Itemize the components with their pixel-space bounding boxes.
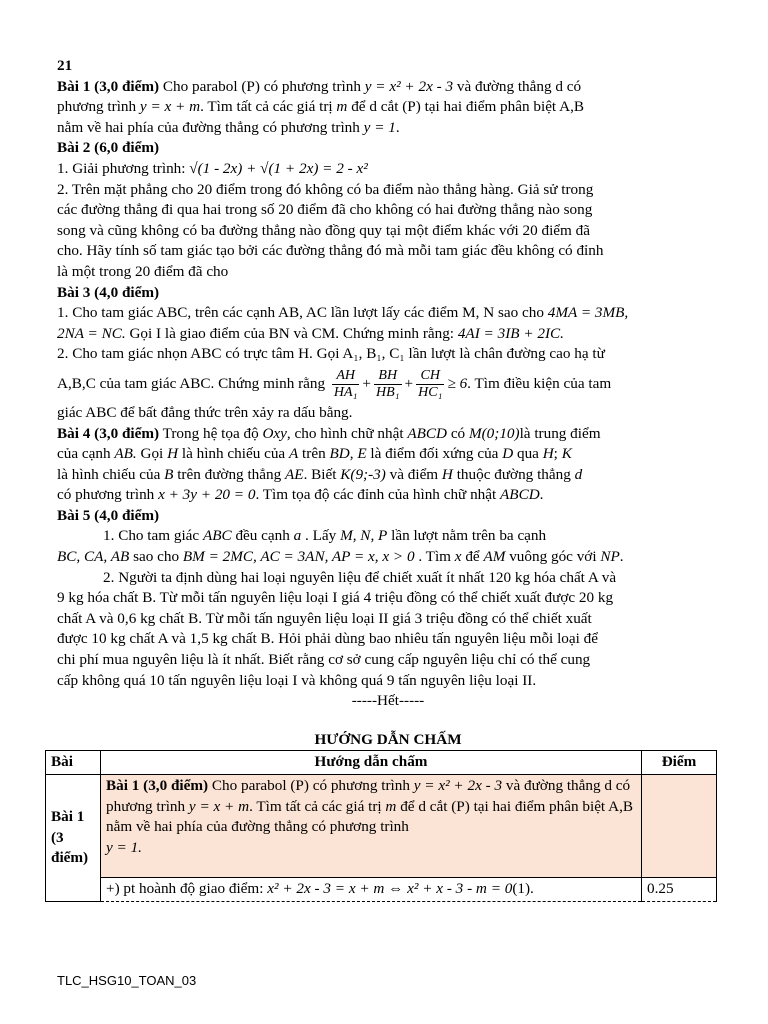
frac-den: HB₁ — [376, 384, 400, 400]
bai4-abcd: ABCD — [407, 424, 448, 442]
bai5-q2-line: cấp không quá 10 tấn nguyên liệu loại I và không quá 9 tấn nguyên liệu loại II. — [57, 671, 537, 689]
bai2-q1 — [57, 159, 719, 180]
bai4-point-k: K(9;-3) — [340, 465, 386, 483]
bai5-q1 — [57, 526, 719, 547]
bai5-q2-line: 9 kg hóa chất B. Từ mỗi tấn nguyên liệu loại I giá 4 triệu đồng có thể chiết xuất được 20 kg — [57, 589, 614, 607]
bai4-text: . Tìm tọa độ các đỉnh của hình chữ nhật — [255, 486, 501, 504]
bai5-text: lần lượt nằm trên ba cạnh — [387, 527, 547, 545]
bai4-line-eq: x + 3y + 20 = 0 — [158, 486, 256, 504]
bai4-abcd: ABCD — [500, 486, 540, 504]
bai4-d: D — [502, 445, 514, 463]
bai1-m: m — [336, 98, 348, 116]
bai5-np: NP — [600, 548, 620, 566]
bai2-q1-equation: √(1 - 2x) + √(1 + 2x) = 2 - x² — [189, 159, 368, 177]
bai1-text: nằm về hai phía của đường thẳng có phương trình — [57, 118, 364, 136]
fraction-bh-hb1 — [374, 368, 402, 401]
bai5-q2-line: chất A và 0,6 kg chất B. Từ mỗi tấn nguyên liệu loại II giá 3 triệu đồng có thể chiết xuất — [57, 609, 592, 627]
table-row — [46, 878, 717, 902]
bai3-q1-text: Gọi I là giao điểm của BN và CM. Chứng minh rằng: — [125, 324, 458, 342]
fraction-ah-ha1 — [332, 368, 360, 401]
guide-eq: y = x² + 2x - 3 — [413, 777, 503, 794]
guide-score-empty — [642, 775, 717, 878]
bai4-text: thuộc đường thẳng — [452, 465, 575, 483]
guide-title: HƯỚNG DẪN CHẤM — [314, 730, 462, 748]
bai3-q2-cont: giác ABC để bất đẳng thức trên xảy ra dấu bằng. — [57, 403, 353, 421]
bai2-q2 — [57, 180, 719, 283]
bai4-text: là hình chiếu của — [178, 445, 289, 463]
col-header-huong-dan: Hướng dẫn chấm — [101, 751, 642, 775]
bai3-q2 — [57, 344, 719, 365]
bai5-sides: BC, CA, AB — [57, 548, 130, 566]
bai4-text: và điểm — [385, 465, 442, 483]
bai4-paragraph — [57, 424, 719, 506]
bai4-heading: Bài 4 (3,0 điểm) — [57, 424, 160, 442]
frac-den: HC₁ — [418, 384, 443, 400]
bai4-text: có — [447, 424, 469, 442]
col-header-bai: Bài — [46, 751, 101, 775]
bai5-x: x — [454, 548, 462, 566]
bai1-text: để d cắt (P) tại hai điểm phân biệt A,B — [347, 98, 585, 116]
end-marker: -----Hết----- — [351, 692, 425, 710]
bai4-ae: AE — [285, 465, 304, 483]
frac-num: AH — [332, 368, 360, 385]
bai2-q2-line: cho. Hãy tính số tam giác tạo bởi các đường thẳng đó mà mỗi tam giác đều không có đỉnh — [57, 242, 604, 260]
bai5-mnp: M, N, P — [340, 527, 388, 545]
bai4-text: qua — [513, 445, 543, 463]
guide-m: m — [385, 797, 397, 815]
bai4-text: có phương trình — [57, 486, 159, 504]
bai5-q2-line: 2. Người ta định dùng hai loại nguyên liệu để chiết xuất ít nhất 120 kg hóa chất A và — [103, 568, 617, 586]
bai4-text: là trung điểm — [519, 424, 601, 442]
bai2-q2-line: là một trong 20 điểm đã cho — [57, 262, 229, 280]
col-header-diem: Điểm — [642, 751, 717, 775]
bai4-text: . — [539, 486, 544, 504]
bai5-text: đều cạnh — [231, 527, 294, 545]
bai2-q1-text: 1. Giải phương trình: — [57, 159, 190, 177]
bai4-e: E — [357, 445, 367, 463]
footer-code: TLC_HSG10_TOAN_03 — [57, 973, 197, 988]
bai5-text: . Tìm — [414, 548, 455, 566]
bai4-h: H — [542, 445, 554, 463]
bai5-abc: ABC — [202, 527, 232, 545]
guide-problem-statement — [101, 775, 642, 878]
bai3-q1-eq2: 2NA = NC. — [57, 324, 126, 342]
frac-num: CH — [416, 368, 444, 385]
bai4-ab: AB. — [114, 445, 137, 463]
bai5-text: vuông góc với — [505, 548, 601, 566]
bai2-q2-line: các đường thẳng đi qua hai trong số 20 điểm đã cho không có hai đường thẳng nào song — [57, 201, 593, 219]
bai3-q2-ge: ≥ 6 — [447, 374, 468, 392]
bai4-point-m: M(0;10) — [468, 424, 520, 442]
table-header-row — [46, 751, 717, 775]
bai4-text: , — [349, 445, 358, 463]
bai5-am: AM — [483, 548, 506, 566]
bai4-h: H — [167, 445, 179, 463]
row-label-bai1: Bài 1 (3 điểm) — [46, 775, 101, 902]
bai5-text: 1. Cho tam giác — [103, 527, 203, 545]
bai5-q1-cont — [57, 547, 719, 568]
bai1-parabola-eq: y = x² + 2x - 3 — [364, 77, 454, 95]
bai4-h: H — [441, 465, 453, 483]
bai4-text: là điểm đối xứng của — [366, 445, 503, 463]
guide-eq: y = 1. — [106, 838, 142, 856]
bai4-k: K — [561, 445, 572, 463]
frac-den: HA₁ — [333, 384, 358, 400]
bai3-q2-text: . Tìm điều kiện của tam — [467, 374, 612, 392]
bai1-y1-eq: y = 1 — [363, 118, 396, 136]
bai2-q2-line: 2. Trên mặt phẳng cho 20 điểm trong đó không có ba điểm nào thẳng hàng. Giả sử trong — [57, 180, 594, 198]
bai1-line-eq: y = x + m — [139, 98, 201, 116]
grading-table — [45, 750, 717, 901]
bai1-paragraph — [57, 77, 719, 139]
bai1-text: . Tìm tất cả các giá trị — [200, 98, 337, 116]
guide-text: để d cắt (P) tại hai điểm phân biệt A,B nằm về hai phía của đường thẳng có phương trình — [106, 797, 634, 836]
bai4-text: Gọi — [136, 445, 168, 463]
bai1-text: . — [395, 118, 400, 136]
bai5-q2-line: được 10 kg chất A và 1,5 kg chất B. Hỏi phải dùng bao nhiêu tấn nguyên liệu mỗi loại để — [57, 630, 598, 648]
guide-text: (1). — [512, 880, 534, 897]
bai3-q2-inequality: A,B,C của tam giác ABC. Chứng minh rằng $\frac{AH}{\text{HA₁}}$ + $\frac{BH}{\text{HB₁}}$ + $\frac{CH}{\text{HC₁}}$ ≥ 6. Tìm điều kiện của tam — [57, 367, 612, 400]
bai4-text: , cho hình chữ nhật — [286, 424, 408, 442]
bai1-heading: Bài 1 (3,0 điểm) — [57, 77, 160, 95]
bai3-q2-text: 2. Cho tam giác nhọn ABC có trực tâm H. Gọi A₁, B₁, C₁ lần lượt là chân đường cao hạ từ — [57, 345, 605, 363]
bai5-text: để — [461, 548, 484, 566]
bai3-heading: Bài 3 (4,0 điểm) — [57, 283, 160, 301]
bai2-heading: Bài 2 (6,0 điểm) — [57, 139, 160, 157]
bai5-text: sao cho — [129, 548, 183, 566]
bai3-q1-eq3: 4AI = 3IB + 2IC. — [457, 324, 564, 342]
table-row — [46, 775, 717, 878]
bai5-condition: BM = 2MC, AC = 3AN, AP = x, x > 0 — [182, 548, 415, 566]
guide-eq: y = x + m — [188, 797, 250, 815]
bai1-text: và đường thẳng d có — [453, 77, 582, 95]
bai5-q2 — [57, 568, 719, 692]
bai4-text: của cạnh — [57, 445, 115, 463]
problem-set-number: 21 — [57, 57, 73, 74]
bai4-text: trên — [298, 445, 330, 463]
bai3-q1-text: 1. Cho tam giác ABC, trên các cạnh AB, AC lần lượt lấy các điểm M, N sao cho — [57, 304, 548, 322]
bai3-q1 — [57, 303, 719, 344]
exam-page — [51, 56, 719, 902]
bai4-b: B — [164, 465, 174, 483]
bai5-text: . — [619, 548, 624, 566]
bai4-text: là hình chiếu của — [57, 465, 165, 483]
bai3-q2-text: A,B,C của tam giác ABC. Chứng minh rằng — [57, 374, 329, 392]
bai4-d-line: d — [574, 465, 583, 483]
guide-heading: Bài 1 (3,0 điểm) — [106, 777, 209, 794]
bai4-text: Trong hệ tọa độ — [159, 424, 263, 442]
bai3-q1-eq1: 4MA = 3MB, — [547, 304, 629, 322]
guide-eq: x² + 2x - 3 = x + m ⇔ x² + x - 3 - m = 0 — [267, 880, 513, 897]
guide-text: . Tìm tất cả các giá trị — [249, 797, 386, 815]
bai4-text: trên đường thẳng — [173, 465, 285, 483]
bai4-text: ; — [553, 445, 562, 463]
bai1-text: Cho parabol (P) có phương trình — [159, 77, 365, 95]
bai1-text: phương trình — [57, 98, 140, 116]
guide-text: Cho parabol (P) có phương trình — [208, 777, 414, 794]
frac-num: BH — [374, 368, 402, 385]
guide-step — [101, 878, 642, 902]
bai5-heading: Bài 5 (4,0 điểm) — [57, 506, 160, 524]
bai5-q2-line: chi phí mua nguyên liệu là ít nhất. Biết rằng cơ sở cung cấp nguyên liệu chỉ có thể cung — [57, 651, 591, 669]
bai5-text: . Lấy — [301, 527, 341, 545]
guide-step-score: 0.25 — [642, 878, 717, 902]
fraction-ch-hc1 — [416, 368, 444, 401]
bai2-q2-line: song và cũng không có ba đường thẳng nào đồng quy tại một điểm khác với 20 điểm đã — [57, 221, 590, 239]
bai4-text: . Biết — [303, 465, 341, 483]
bai5-a: a — [293, 527, 302, 545]
bai4-a: A — [288, 445, 299, 463]
guide-text: +) pt hoành độ giao điểm: — [106, 880, 268, 897]
guide-text: và đường thẳng d có phương trình — [106, 777, 631, 815]
bai4-bd: BD — [329, 445, 350, 463]
bai4-oxy: Oxy — [262, 424, 287, 442]
